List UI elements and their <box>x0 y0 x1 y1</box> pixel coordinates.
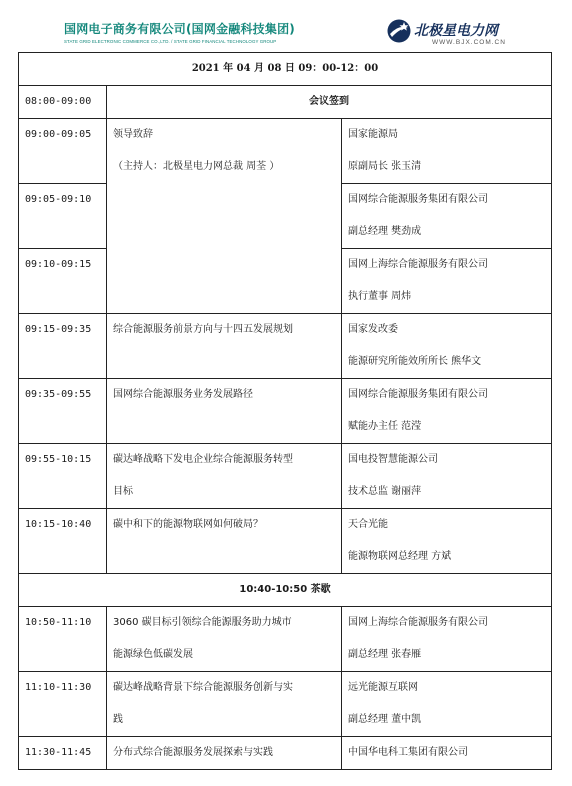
time-cell: 08:00-09:00 <box>19 86 107 119</box>
title-line: 碳达峰战略背景下综合能源服务创新与实 <box>113 682 293 693</box>
bjx-logo <box>386 18 526 48</box>
time-cell: 09:35-09:55 <box>19 379 107 444</box>
speaker-line: 国网上海综合能源服务有限公司 <box>348 259 488 270</box>
title-line: 3060 碳目标引领综合能源服务助力城市 <box>113 617 292 628</box>
time-cell: 10:15-10:40 <box>19 509 107 574</box>
speaker-cell <box>342 672 552 737</box>
title-line: （主持人：北极星电力网总裁 周荃 ） <box>113 161 280 172</box>
tea-break-cell: 10:40-10:50 茶歇 <box>19 574 552 607</box>
table-row <box>19 119 552 184</box>
speaker-cell <box>342 509 552 574</box>
table-row <box>19 737 552 770</box>
full-width-cell: 会议签到 <box>107 86 552 119</box>
title-cell <box>107 379 342 444</box>
time-cell: 09:05-09:10 <box>19 184 107 249</box>
page-header <box>0 0 572 52</box>
time-cell: 09:55-10:15 <box>19 444 107 509</box>
speaker-line: 技术总监 谢丽萍 <box>348 486 422 497</box>
speaker-line: 国网综合能源服务集团有限公司 <box>348 389 488 400</box>
speaker-line: 副总经理 樊劲成 <box>348 226 422 237</box>
break-row <box>19 574 552 607</box>
table-row <box>19 672 552 737</box>
title-cell <box>107 737 342 770</box>
speaker-line: 国电投智慧能源公司 <box>348 454 438 465</box>
title-line: 目标 <box>113 486 133 497</box>
title-line: 综合能源服务前景方向与十四五发展规划 <box>113 324 293 335</box>
table-row <box>19 444 552 509</box>
speaker-cell <box>342 444 552 509</box>
title-line: 能源绿色低碳发展 <box>113 649 193 660</box>
time-cell: 09:00-09:05 <box>19 119 107 184</box>
title-line: 国网综合能源服务业务发展路径 <box>113 389 253 400</box>
speaker-cell <box>342 249 552 314</box>
table-row <box>19 86 552 119</box>
speaker-line: 执行董事 周炜 <box>348 291 412 302</box>
date-line: 2021 年 04 月 08 日 09：00-12：00 <box>19 53 552 86</box>
title-line: 领导致辞 <box>113 129 153 140</box>
speaker-line: 中国华电科工集团有限公司 <box>348 747 468 758</box>
speaker-line: 远光能源互联网 <box>348 682 418 693</box>
speaker-cell <box>342 379 552 444</box>
speaker-line: 国家能源局 <box>348 129 398 140</box>
table-row <box>19 379 552 444</box>
time-cell: 09:15-09:35 <box>19 314 107 379</box>
speaker-cell <box>342 184 552 249</box>
speaker-line: 副总经理 张春雁 <box>348 649 422 660</box>
speaker-line: 原副局长 张玉清 <box>348 161 422 172</box>
org-name: 国网电子商务有限公司(国网金融科技集团) <box>64 22 295 36</box>
org-logo <box>64 20 295 44</box>
speaker-line: 能源研究所能效所所长 熊华文 <box>348 356 482 367</box>
time-cell: 10:50-11:10 <box>19 607 107 672</box>
title-cell <box>107 607 342 672</box>
table-row <box>19 607 552 672</box>
time-cell: 09:10-09:15 <box>19 249 107 314</box>
speaker-cell <box>342 737 552 770</box>
logo-name: 北极星电力网 <box>414 23 498 39</box>
org-english-name: STATE GRID ELECTRONIC COMMERCE CO.,LTD. / STATE GRID FINANCIAL TECHNOLOGY GROUP <box>64 39 277 44</box>
speaker-line: 国网上海综合能源服务有限公司 <box>348 617 488 628</box>
title-line: 碳达峰战略下发电企业综合能源服务转型 <box>113 454 293 465</box>
title-line: 分布式综合能源服务发展探索与实践 <box>113 747 273 758</box>
title-cell <box>107 119 342 314</box>
speaker-cell <box>342 314 552 379</box>
speaker-line: 赋能办主任 范滢 <box>348 421 422 432</box>
speaker-line: 国家发改委 <box>348 324 398 335</box>
time-cell: 11:10-11:30 <box>19 672 107 737</box>
speaker-line: 能源物联网总经理 方斌 <box>348 551 452 562</box>
polaris-star-logo-icon <box>386 18 412 44</box>
time-cell: 11:30-11:45 <box>19 737 107 770</box>
speaker-cell <box>342 607 552 672</box>
table-row <box>19 314 552 379</box>
date-row <box>19 53 552 86</box>
title-line: 践 <box>113 714 123 725</box>
title-cell <box>107 672 342 737</box>
speaker-line: 天合光能 <box>348 519 388 530</box>
logo-url: WWW.BJX.COM.CN <box>432 39 506 46</box>
title-line: 碳中和下的能源物联网如何破局？ <box>113 519 263 530</box>
title-cell <box>107 444 342 509</box>
speaker-cell <box>342 119 552 184</box>
agenda-table <box>18 52 552 770</box>
table-row <box>19 509 552 574</box>
speaker-line: 国网综合能源服务集团有限公司 <box>348 194 488 205</box>
title-cell <box>107 509 342 574</box>
title-cell <box>107 314 342 379</box>
speaker-line: 副总经理 董中凯 <box>348 714 422 725</box>
